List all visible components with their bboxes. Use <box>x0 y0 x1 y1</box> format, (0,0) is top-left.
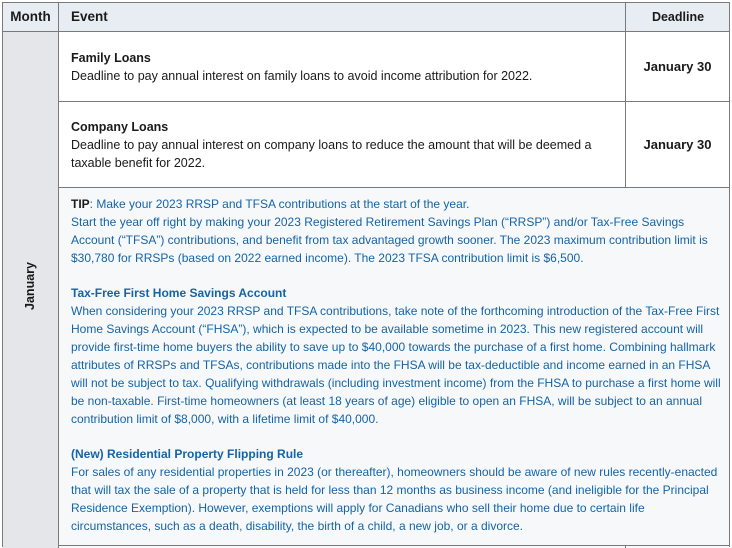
event-title: Company Loans <box>71 120 169 134</box>
deadline-cell: January 30 <box>625 32 729 101</box>
tax-deadline-table <box>2 2 730 547</box>
bottom-divider <box>59 545 729 546</box>
month-label: January <box>23 262 37 310</box>
event-description: Deadline to pay annual interest on family loans to avoid income attribution for 2022. <box>71 69 533 83</box>
event-cell <box>71 118 611 172</box>
header-month: Month <box>3 3 59 31</box>
tip-body: Start the year off right by making your 2023 Registered Retirement Savings Plan (“RRSP”) and/or Tax-Free Savings Account (“TFSA”) contributions, and benefit from tax advantaged growth sooner. The 2023 maximum contribution limit is $30,780 for RRSPs (based on 2022 earned income). The 2023 TFSA contribution limit is $6,500. <box>71 215 708 265</box>
table-header <box>3 3 729 32</box>
section-body: For sales of any residential properties in 2023 (or thereafter), homeowners should be aware of new rules recently-enacted that will tax the sale of a property that is held for less than 12 months as business income (and ineligible for the Principal Residence Exemption). However, exemptions will apply for Canadians who sell their home due to certain life circumstances, such as a death, disability, the birth of a child, a new job, or a divorce. <box>71 465 718 533</box>
section-body: When considering your 2023 RRSP and TFSA contributions, take note of the forthcoming introduction of the Tax-Free First Home Savings Account (“FHSA”), which is expected to be available sometime in 2023. This new registered account will provide first-time home buyers the ability to save up to $40,000 towards the purchase of a first home. Combining hallmark attributes of RRSPs and TFSAs, contributions made into the FHSA will be tax-deductible and income earned in an FHSA will not be subject to tax. Qualifying withdrawals (including investment income) from the FHSA to purchase a first home will be non-taxable. First-time homeowners (at least 18 years of age) eligible to open an FHSA, will be subject to an annual contribution limit of $8,000, with a lifetime limit of $40,000. <box>71 304 721 426</box>
header-event: Event <box>71 9 108 24</box>
month-cell <box>3 32 59 548</box>
event-description: Deadline to pay annual interest on company loans to reduce the amount that will be deemed a taxable benefit for 2022. <box>71 138 592 170</box>
table-row <box>59 102 729 188</box>
deadline-cell: January 30 <box>625 102 729 187</box>
tip-heading <box>71 195 721 213</box>
event-title: Family Loans <box>71 51 151 65</box>
section-title: (New) Residential Property Flipping Rule <box>71 447 304 461</box>
tip-content <box>71 195 721 535</box>
tip-label: TIP <box>71 197 90 211</box>
event-cell <box>71 49 611 85</box>
table-row <box>59 32 729 102</box>
tip-box <box>59 188 729 548</box>
tip-lead: : Make your 2023 RRSP and TFSA contributions at the start of the year. <box>89 197 470 211</box>
header-deadline: Deadline <box>625 3 730 31</box>
section-title: Tax-Free First Home Savings Account <box>71 286 287 300</box>
